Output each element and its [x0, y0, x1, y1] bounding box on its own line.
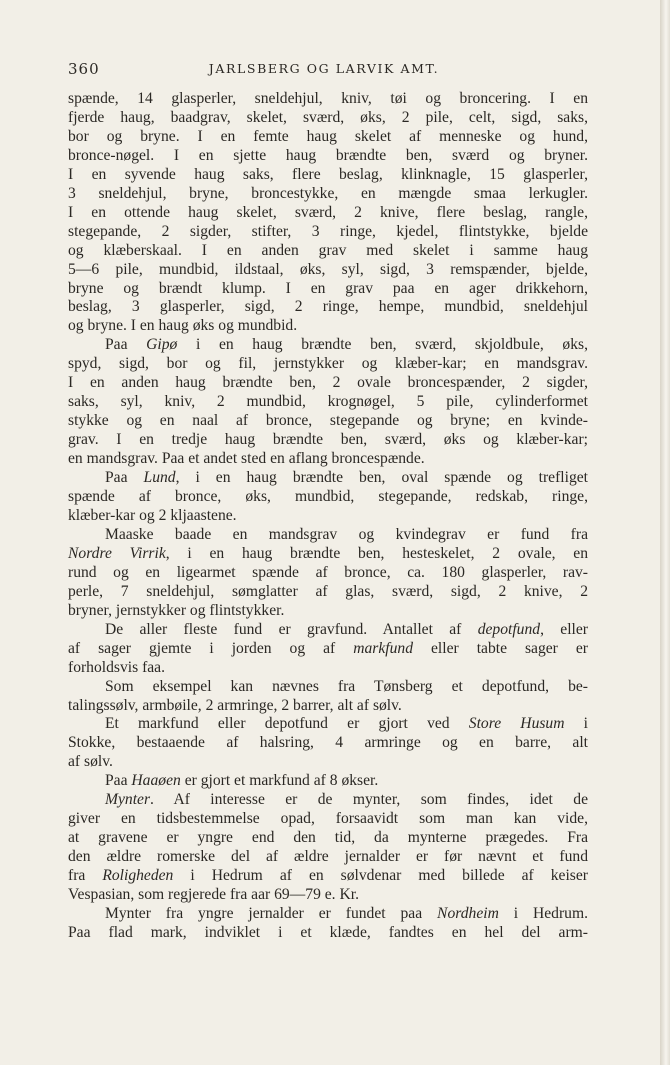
- italic-term: Mynter: [105, 791, 151, 809]
- text-line: [68, 697, 588, 716]
- text-line: [68, 223, 588, 242]
- text-line: [68, 393, 588, 412]
- text-run: bryner, jernstykker og flintstykker.: [68, 601, 285, 619]
- paragraph: [68, 621, 588, 678]
- text-run: er gjort et markfund af 8 økser.: [180, 772, 379, 790]
- page-edge: [660, 0, 670, 1065]
- text-line: [68, 564, 588, 583]
- text-run: Et markfund eller depotfund er gjort ved: [105, 715, 469, 733]
- text-line: [68, 715, 588, 734]
- text-run: rund og en ligearmet spænde af bronce, ca. 180 glasperler, rav-: [68, 563, 588, 581]
- text-line: [68, 261, 588, 280]
- text-run: forholdsvis faa.: [68, 658, 166, 676]
- text-line: [68, 204, 588, 223]
- text-line: [68, 450, 588, 469]
- text-line: [68, 678, 588, 697]
- italic-term: depotfund: [477, 620, 541, 638]
- paragraph: [68, 526, 588, 621]
- text-line: [68, 317, 588, 336]
- text-run: giver en tidsbestemmelse opad, forsaavidt som man kan vide,: [68, 810, 588, 828]
- text-run: Paa: [105, 772, 132, 790]
- text-run: bor og bryne. I en femte haug skelet af menneske og hund,: [68, 127, 588, 145]
- text-run: beslag, 3 glasperler, sigd, 2 ringe, hempe, mundbid, sneldehjul: [68, 298, 588, 316]
- text-run: stegepande, 2 sigder, stifter, 3 ringe, kjedel, flintstykke, bjelde: [68, 222, 588, 240]
- text-run: af sølv.: [68, 753, 113, 771]
- paragraph: [68, 469, 588, 526]
- paragraph: [68, 715, 588, 772]
- text-run: talingssølv, armbøile, 2 armringe, 2 barrer, alt af sølv.: [68, 696, 402, 714]
- text-run: den ældre romerske del af ældre jernalder er før nævnt et fund: [68, 848, 588, 866]
- text-line: [68, 280, 588, 299]
- text-run: stykke og en naal af bronce, stegepande og bryne; en kvinde-: [68, 412, 588, 430]
- text-line: [68, 488, 588, 507]
- text-run: Paa: [105, 469, 144, 487]
- italic-term: Lund: [143, 469, 176, 487]
- text-line: [68, 848, 588, 867]
- text-line: [68, 602, 588, 621]
- paragraph: [68, 772, 588, 791]
- text-run: Maaske baade en mandsgrav og kvindegrav er fund fra: [105, 525, 588, 543]
- text-line: [68, 298, 588, 317]
- text-line: [68, 734, 588, 753]
- text-line: [68, 242, 588, 261]
- text-run: spænde af bronce, øks, mundbid, stegepande, redskab, ringe,: [68, 488, 588, 506]
- text-run: eller tabte sager er: [413, 639, 588, 657]
- text-line: [68, 412, 588, 431]
- text-line: [68, 469, 588, 488]
- text-line: [68, 621, 588, 640]
- text-run: 3 sneldehjul, bryne, broncestykke, en mængde smaa lerkugler.: [68, 184, 588, 202]
- text-run: I en anden haug brændte ben, 2 ovale broncespænder, 2 sigder,: [68, 374, 588, 392]
- italic-term: Roligheden: [102, 867, 174, 885]
- running-title: JARLSBERG OG LARVIK AMT.: [208, 61, 440, 76]
- text-run: 5—6 pile, mundbid, ildstaal, øks, syl, sigd, 3 remspænder, bjelde,: [68, 260, 588, 278]
- text-line: [68, 545, 588, 564]
- text-run: saks, syl, kniv, 2 mundbid, krognøgel, 5 pile, cylinderformet: [68, 393, 588, 411]
- text-run: , i en haug brændte ben, oval spænde og trefliget: [175, 469, 588, 487]
- text-run: . Af interesse er de mynter, som findes, idet de: [150, 791, 588, 809]
- text-run: spænde, 14 glasperler, sneldehjul, kniv, tøi og broncering. I en: [68, 90, 588, 107]
- text-line: [68, 147, 588, 166]
- italic-term: Gipø: [146, 336, 178, 354]
- page-number: 360: [68, 60, 100, 78]
- text-line: [68, 753, 588, 772]
- text-line: [68, 166, 588, 185]
- paragraph: [68, 90, 588, 336]
- text-line: [68, 507, 588, 526]
- text-run: Mynter fra yngre jernalder er fundet paa: [105, 904, 438, 922]
- text-line: [68, 829, 588, 848]
- text-run: i Hedrum af en sølvdenar med billede af keiser: [173, 867, 588, 885]
- text-line: [68, 185, 588, 204]
- body-text: [68, 90, 588, 943]
- text-line: [68, 128, 588, 147]
- italic-term: Haaøen: [131, 772, 181, 790]
- paragraph: [68, 336, 588, 469]
- text-run: bronce-nøgel. I en sjette haug brændte ben, sværd og bryner.: [68, 146, 588, 164]
- text-run: af sager gjemte i jorden og af: [68, 639, 354, 657]
- text-line: [68, 810, 588, 829]
- text-run: og bryne. I en haug øks og mundbid.: [68, 317, 298, 335]
- text-line: [68, 640, 588, 659]
- paragraph: [68, 905, 588, 943]
- text-run: grav. I en tredje haug brændte ben, sværd, øks og klæber-kar;: [68, 431, 588, 449]
- text-run: i: [564, 715, 589, 733]
- italic-term: Store Husum: [468, 715, 565, 733]
- italic-term: markfund: [353, 639, 414, 657]
- text-line: [68, 659, 588, 678]
- page-header: [68, 60, 580, 80]
- italic-term: Nordre Virrik: [68, 544, 166, 562]
- text-line: [68, 924, 588, 943]
- text-run: Vespasian, som regjerede fra aar 69—79 e. Kr.: [68, 886, 359, 904]
- text-line: [68, 109, 588, 128]
- text-run: , eller: [540, 620, 588, 638]
- text-run: Paa: [105, 336, 147, 354]
- text-line: [68, 583, 588, 602]
- text-run: spyd, sigd, bor og fil, jernstykker og klæber-kar; en mandsgrav.: [68, 355, 588, 373]
- text-line: [68, 336, 588, 355]
- text-run: en mandsgrav. Paa et andet sted en aflang broncespænde.: [68, 450, 425, 468]
- text-line: [68, 374, 588, 393]
- text-run: klæber-kar og 2 kljaastene.: [68, 506, 237, 524]
- text-run: i Hedrum.: [498, 904, 588, 922]
- paragraph: [68, 678, 588, 716]
- text-run: I en ottende haug skelet, sværd, 2 knive, flere beslag, rangle,: [68, 203, 588, 221]
- text-line: [68, 355, 588, 374]
- text-line: [68, 431, 588, 450]
- text-line: [68, 772, 588, 791]
- text-line: [68, 90, 588, 109]
- text-run: I en syvende haug saks, flere beslag, klinknagle, 15 glasperler,: [68, 165, 588, 183]
- text-run: og klæberskaal. I en anden grav med skelet i samme haug: [68, 241, 588, 259]
- text-run: Paa flad mark, indviklet i et klæde, fandtes en hel del arm-: [68, 923, 588, 941]
- text-line: [68, 867, 588, 886]
- text-run: at gravene er yngre end den tid, da mynterne prægedes. Fra: [68, 829, 588, 847]
- text-run: De aller fleste fund er gravfund. Antallet af: [105, 620, 478, 638]
- text-line: [68, 526, 588, 545]
- text-run: fjerde haug, baadgrav, skelet, sværd, øks, 2 pile, celt, sigd, saks,: [68, 108, 588, 126]
- text-run: fra: [68, 867, 103, 885]
- paragraph: [68, 791, 588, 905]
- text-line: [68, 905, 588, 924]
- text-line: [68, 791, 588, 810]
- text-run: i en haug brændte ben, sværd, skjoldbule, øks,: [177, 336, 588, 354]
- text-run: perle, 7 sneldehjul, sømglatter af glas, sværd, sigd, 2 knive, 2: [68, 582, 588, 600]
- text-run: , i en haug brændte ben, hesteskelet, 2 ovale, en: [165, 544, 588, 562]
- text-run: Stokke, bestaaende af halsring, 4 armringe og en barre, alt: [68, 734, 588, 752]
- italic-term: Nordheim: [437, 904, 499, 922]
- text-run: Som eksempel kan nævnes fra Tønsberg et depotfund, be-: [105, 677, 588, 695]
- text-line: [68, 886, 588, 905]
- text-run: bryne og brændt klump. I en grav paa en ager drikkehorn,: [68, 279, 588, 297]
